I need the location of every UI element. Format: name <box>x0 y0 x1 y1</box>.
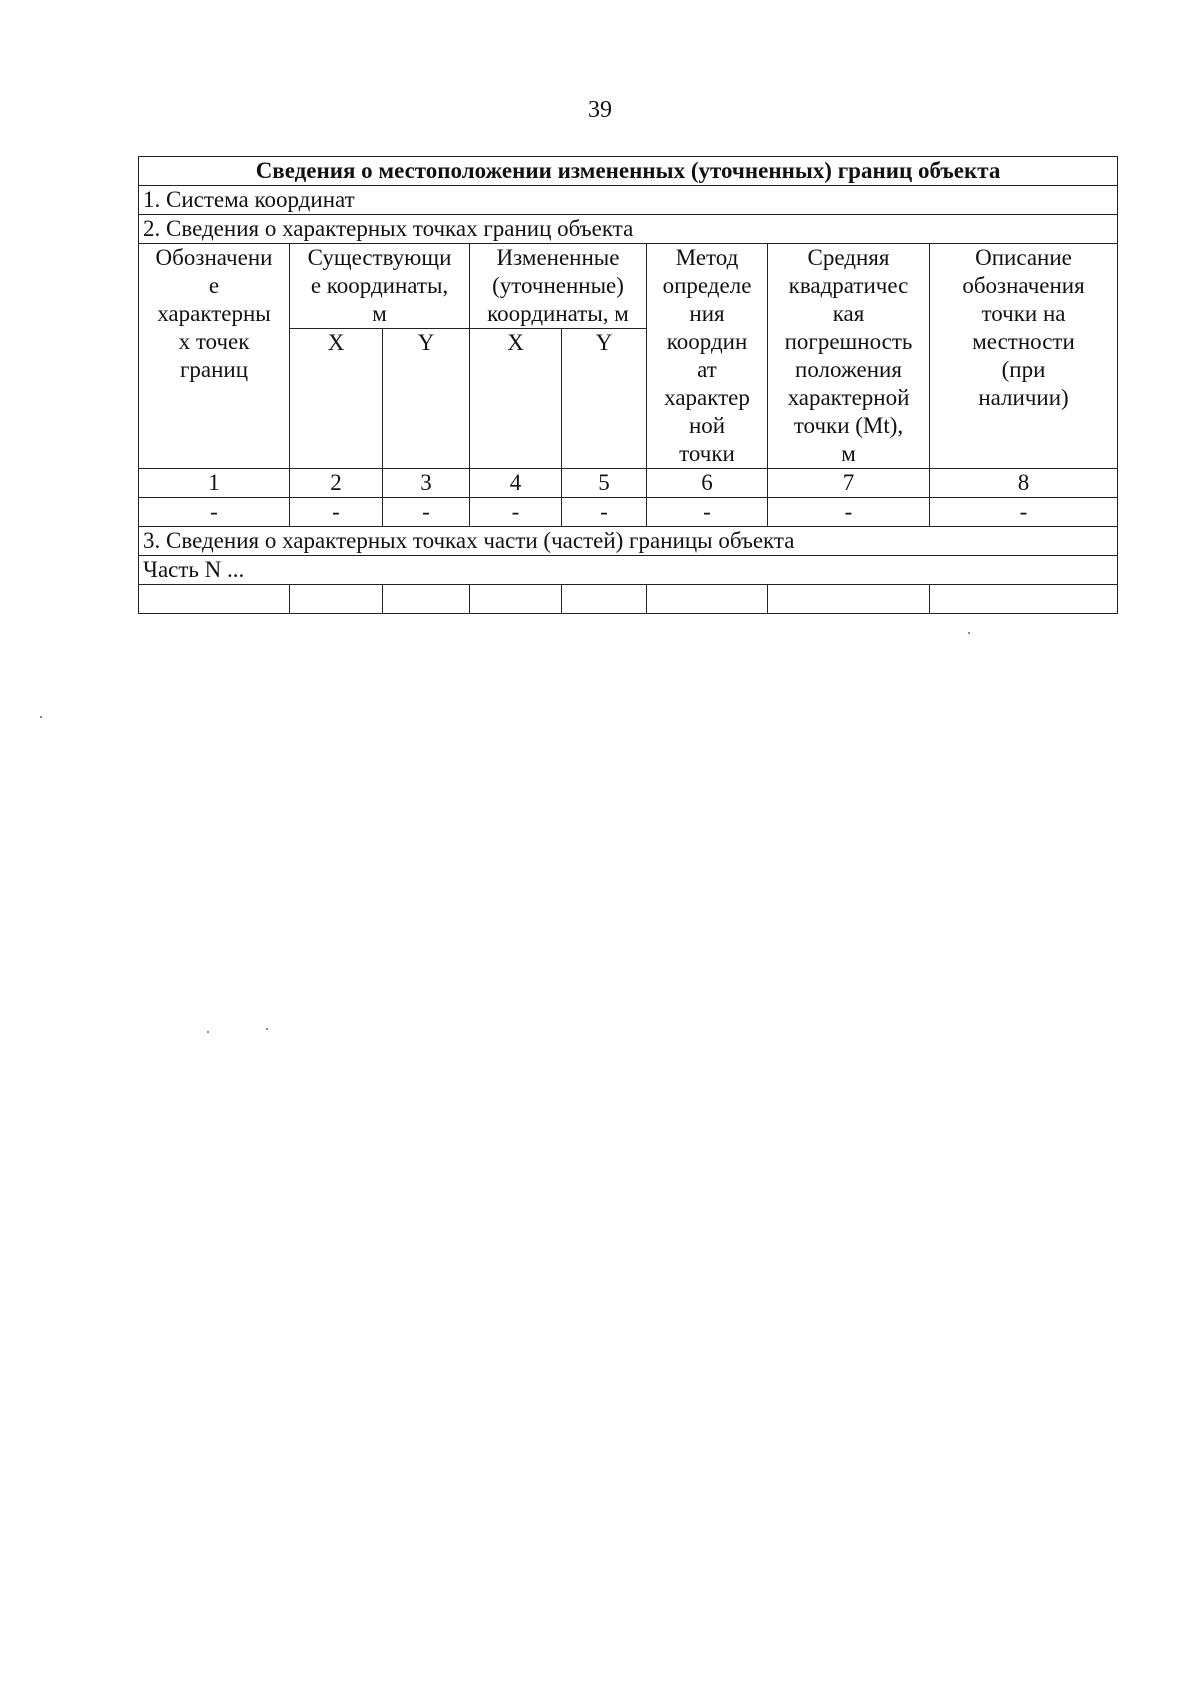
table-cell: - <box>930 498 1118 527</box>
table-cell <box>562 585 647 614</box>
part-label: Часть N ... <box>139 556 1118 585</box>
header-point-designation: Обозначени е характерны х точек границ <box>139 244 290 469</box>
section-coordinate-system: 1. Система координат <box>139 186 1118 215</box>
header-mean-square-error: Средняя квадратичес кая погрешность положения характерной точки (Mt), м <box>768 244 930 469</box>
table-title-row <box>139 157 1118 186</box>
table-cell: - <box>290 498 383 527</box>
column-number: 3 <box>383 469 470 498</box>
page-number: 39 <box>588 97 612 123</box>
section-part-points: 3. Сведения о характерных точках части (частей) границы объекта <box>139 527 1118 556</box>
table-cell: - <box>470 498 562 527</box>
table-cell: - <box>768 498 930 527</box>
section-row <box>139 527 1118 556</box>
header-existing-x: X <box>290 329 383 469</box>
column-number: 4 <box>470 469 562 498</box>
header-existing-coordinates: Существующи е координаты, м <box>290 244 470 329</box>
column-number: 1 <box>139 469 290 498</box>
section-row <box>139 186 1118 215</box>
scan-speck <box>968 632 970 634</box>
section-boundary-points: 2. Сведения о характерных точках границ объекта <box>139 215 1118 244</box>
table-row <box>139 585 1118 614</box>
section-row <box>139 215 1118 244</box>
table-cell: - <box>139 498 290 527</box>
section-row <box>139 556 1118 585</box>
table-cell <box>139 585 290 614</box>
column-number: 7 <box>768 469 930 498</box>
header-changed-y: Y <box>562 329 647 469</box>
header-existing-y: Y <box>383 329 470 469</box>
scan-speck <box>266 1028 268 1030</box>
table-cell <box>470 585 562 614</box>
scan-speck <box>207 1031 209 1033</box>
table-cell: - <box>647 498 768 527</box>
table-cell: - <box>383 498 470 527</box>
table-cell <box>930 585 1118 614</box>
table-cell <box>383 585 470 614</box>
header-row <box>139 244 1118 329</box>
table-cell <box>647 585 768 614</box>
column-number: 5 <box>562 469 647 498</box>
column-number: 8 <box>930 469 1118 498</box>
boundary-points-table <box>138 156 1118 614</box>
table-title: Сведения о местоположении измененных (уточненных) границ объекта <box>139 157 1118 186</box>
column-number-row <box>139 469 1118 498</box>
column-number: 6 <box>647 469 768 498</box>
column-number: 2 <box>290 469 383 498</box>
header-method: Метод определе ния координ ат характер ной точки <box>647 244 768 469</box>
table-row <box>139 498 1118 527</box>
header-changed-coordinates: Измененные (уточненные) координаты, м <box>470 244 647 329</box>
table-cell: - <box>562 498 647 527</box>
table-cell <box>768 585 930 614</box>
header-changed-x: X <box>470 329 562 469</box>
scan-speck <box>40 716 42 718</box>
table-cell <box>290 585 383 614</box>
header-point-description: Описание обозначения точки на местности (при наличии) <box>930 244 1118 469</box>
